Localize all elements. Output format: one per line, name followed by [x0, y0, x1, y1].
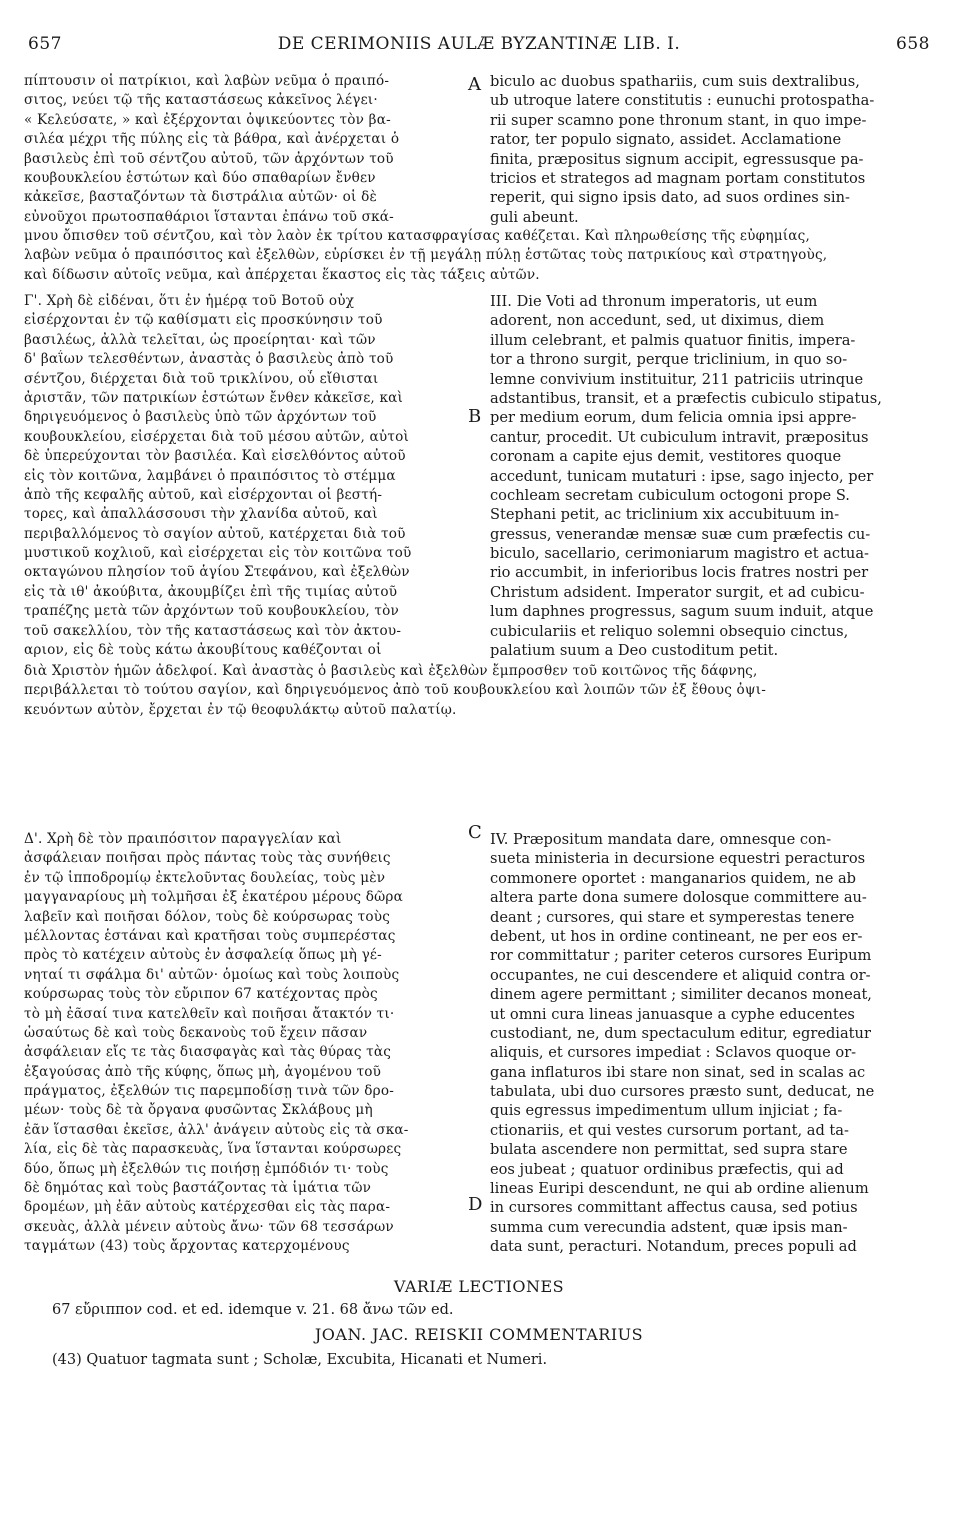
- text-line: μυστικοῦ κοχλιοῦ, καὶ εἰσέρχεται εἰς τὸν κοιτῶνα τοῦ: [24, 545, 412, 562]
- text-line: custodiant, ne, dum spectaculum editur, egrediatur: [490, 1024, 871, 1042]
- text-line: βασιλεὺς ἐπὶ τοῦ σέντζου αὐτοῦ, τῶν ἀρχόντων τοῦ: [24, 150, 394, 167]
- text-line: ἀριστᾶν, τῶν πατρικίων ἑστώτων ἔνθεν κἀκεῖσε, καὶ: [24, 389, 404, 406]
- text-line: gressus, venerandæ mensæ suæ cum præfectis cu-: [490, 525, 871, 543]
- text-line: δύο, ὅπως μὴ ἐξελθών τις ποιήσῃ ἐμπόδιόν τι· τοὺς: [24, 1160, 389, 1177]
- text-line: commonere oportet : manganarios quidem, ne ab: [490, 869, 857, 887]
- text-line: dinem agere permittant ; similiter decanos moneat,: [490, 986, 872, 1004]
- text-line: λία, εἰς δὲ τὰς παρασκευὰς, ἵνα ἵστανται κούρσωρες: [24, 1141, 402, 1158]
- text-line: λαβὼν νεῦμα ὁ πραιπόσιτος καὶ ἐξελθὼν, εὑρίσκει ἐν τῇ μεγάλῃ πύλῃ ἑστῶτας τοὺς πατρικίους καὶ στρατηγοὺς,: [24, 247, 828, 264]
- text-line: καὶ δίδωσιν αὐτοῖς νεῦμα, καὶ ἀπέρχεται ἕκαστος εἰς τὰς τάξεις αὐτῶν.: [24, 266, 540, 283]
- text-line: δ' βαΐων τελεσθέντων, ἀναστὰς ὁ βασιλεὺς ἀπὸ τοῦ: [24, 351, 394, 368]
- text-line: biculo, sacellario, cerimoniarum magistro et actua-: [490, 545, 869, 563]
- commentary-notes: [52, 1350, 932, 1371]
- text-line: σκευὰς, ἀλλὰ μένειν αὐτοὺς ἄνω· τῶν 68 τεσσάρων: [24, 1218, 394, 1235]
- text-line: ctionariis, et qui vestes cursorum portant, ad ta-: [490, 1121, 849, 1139]
- text-line: κἀκεῖσε, βασταζόντων τὰ διστράλια αὐτῶν· οἱ δὲ: [24, 189, 377, 206]
- text-line: τὸ μὴ ἐᾶσαί τινα κατελθεῖν καὶ ποιῆσαι ἄτακτόν τι·: [24, 1005, 395, 1022]
- text-line: per medium eorum, dum felicia omnia ipsi appre-: [490, 409, 857, 427]
- text-line: σέντζου, διέρχεται διὰ τοῦ τρικλίνου, οὗ εἴθισται: [24, 370, 379, 387]
- text-line: tor a throno surgit, perque triclinium, in quo so-: [490, 351, 848, 369]
- running-header: [28, 34, 930, 60]
- variae-lectiones-heading: VARIÆ LECTIONES: [393, 1277, 565, 1296]
- text-line: τορες, καὶ ἀπαλλάσσουσι τὴν χλανίδα αὐτοῦ, καὶ: [24, 506, 378, 523]
- text-line: σιλέα μέχρι τῆς πύλης εἰς τὰ βάθρα, καὶ ἀνέρχεται ὁ: [24, 131, 400, 148]
- text-line: reperit, qui signo ipsis dato, ad suos ordines sin-: [490, 189, 850, 207]
- text-line: rator, ter populo signato, assidet. Acclamatione: [490, 131, 842, 149]
- text-line: ut omni cura lineas januasque a cyphe educentes: [490, 1005, 855, 1023]
- text-line: Christum adsident. Imperator surgit, et ad cubicu-: [490, 583, 865, 601]
- text-line: πράγματος, ἐξελθών τις παρεμποδίσῃ τινὰ τῶν δρο-: [24, 1083, 395, 1100]
- text-line: lineas Euripi descendunt, ne qui ab ordine alienum: [490, 1180, 869, 1198]
- text-line: βασιλέως, ἀλλὰ τελεῖται, ὡς προείρηται· καὶ τῶν: [24, 331, 376, 348]
- text-line: κουβουκλείου, εἰσέρχεται διὰ τοῦ μέσου αὐτῶν, αὐτοὶ: [24, 428, 410, 445]
- text-line: III. Die Voti ad thronum imperatoris, ut eum: [490, 293, 818, 310]
- text-line: ἐν τῷ ἱπποδρομίῳ ἐκτελοῦντας δουλείας, τοὺς μὲν: [24, 869, 386, 886]
- text-line: Γ'. Χρὴ δὲ εἰδέναι, ὅτι ἐν ἡμέρᾳ τοῦ Βοτοῦ οὐχ: [24, 293, 355, 309]
- text-line: εὐνοῦχοι πρωτοσπαθάριοι ἵστανται ἐπάνω τοῦ σκά-: [24, 208, 394, 225]
- text-line: ὡσαύτως δὲ καὶ τοὺς δεκανοὺς τοῦ ἔχειν πᾶσαν: [24, 1024, 368, 1041]
- margin-marker-d: D: [468, 1194, 483, 1215]
- text-line: μαγγαναρίους μὴ τολμῆσαι ἐξ ἑκατέρου μέρους δῶρα: [24, 889, 403, 906]
- text-line: πρὸς τὸ κατέχειν αὐτοὺς ἐν ἀσφαλείᾳ ὅπως μὴ γέ-: [24, 947, 382, 964]
- text-line: δὲ δημότας καὶ τοὺς βαστάζοντας τὰ ἱμάτια τῶν: [24, 1180, 372, 1197]
- text-line: ub utroque latere constitutis : eunuchi protospatha-: [490, 92, 875, 110]
- text-line: quis egressus impedimentum ullum injiciat ; fa-: [490, 1102, 843, 1120]
- text-line: κευόντων αὐτὸν, ἔρχεται ἐν τῷ θεοφυλάκτῳ αὐτοῦ παλατίῳ.: [24, 701, 457, 718]
- text-line: finita, præpositus signum accipit, egressusque pa-: [490, 150, 864, 168]
- text-line: data sunt, peracturi. Notandum, preces populi ad: [490, 1238, 857, 1256]
- text-line: palatium suum a Deo custoditum petit.: [490, 642, 779, 660]
- text-line: ror committatur ; pariter ceteros cursores Euripum: [490, 947, 872, 965]
- text-line: Δ'. Χρὴ δὲ τὸν πραιπόσιτον παραγγελίαν καὶ: [24, 831, 342, 847]
- text-line: coronam a capite ejus demit, vestitores quoque: [490, 448, 842, 466]
- text-line: altera parte dona sumere dolosque committere au-: [490, 889, 867, 907]
- variae-lectiones-notes: [52, 1300, 932, 1321]
- text-line: occupantes, ne cui descendere et aliquid contra or-: [490, 966, 871, 984]
- text-line: 67 εὔριππον cod. et ed. idemque v. 21. 68 ἄνω τῶν ed.: [52, 1302, 454, 1318]
- margin-marker-a: A: [468, 74, 481, 95]
- text-line: οκταγώνου πλησίον τοῦ ἁγίου Στεφάνου, καὶ ἐξελθὼν: [24, 564, 410, 581]
- running-title: DE CERIMONIIS AULÆ BYZANTINÆ LIB. I.: [277, 34, 681, 54]
- text-line: rio accumbit, in inferioribus locis fratres nostri per: [490, 564, 869, 582]
- greek-full-width-1: [24, 227, 934, 285]
- latin-column-section-1: [490, 72, 926, 227]
- text-line: tabulata, ubi duo cursores præsto sunt, deducat, ne: [490, 1083, 875, 1101]
- text-line: τραπέζης μετὰ τῶν ἀρχόντων τοῦ κουβουκλείου, τὸν: [24, 603, 399, 620]
- text-line: ταγμάτων (43) τοὺς ἄρχοντας κατερχομένους: [24, 1238, 350, 1255]
- margin-marker-c: C: [468, 822, 482, 843]
- text-line: lum daphnes progressus, sagum suum induit, atque: [490, 603, 874, 621]
- text-line: accedunt, tunicam mutaturi : ipse, sago injecto, per: [490, 467, 874, 485]
- text-line: ἐξαγούσας ἀπὸ τῆς κύφης, ὅπως μὴ, ἀγομένου τοῦ: [24, 1063, 382, 1080]
- page-number-left: 657: [28, 34, 62, 54]
- greek-column-section-2: [24, 292, 462, 660]
- text-line: κούρσωρας τοὺς τὸν εὔριπον 67 κατέχοντας πρὸς: [24, 986, 378, 1003]
- greek-full-width-2: [24, 662, 934, 720]
- text-line: ἀσφάλειαν ποιῆσαι πρὸς πάντας τοὺς τὰς συνήθεις: [24, 850, 391, 867]
- text-line: guli abeunt.: [490, 208, 579, 226]
- text-line: bulata ascendere non permittat, sed supra stare: [490, 1141, 848, 1159]
- text-line: νηταί τι σφάλμα δι' αὐτῶν· ὁμοίως καὶ τοὺς λοιποὺς: [24, 966, 400, 983]
- text-line: gana inflaturos ibi stare non sinat, sed in scalas ac: [490, 1063, 866, 1081]
- latin-column-section-2: [490, 292, 926, 660]
- text-line: eos jubeat ; quatuor ordinibus præfectis, qui ad: [490, 1160, 844, 1178]
- text-line: illum celebrant, et palmis quatuor finitis, impera-: [490, 331, 856, 349]
- text-line: (43) Quatuor tagmata sunt ; Scholæ, Excubita, Hicanati et Numeri.: [52, 1352, 548, 1368]
- text-line: ἀσφάλειαν εἴς τε τὰς διασφαγὰς καὶ τὰς θύρας τὰς: [24, 1044, 392, 1061]
- text-line: cantur, procedit. Ut cubiculum intravit, præpositus: [490, 428, 869, 446]
- text-line: πίπτουσιν οἱ πατρίκιοι, καὶ λαβὼν νεῦμα ὁ πραιπό-: [24, 73, 390, 89]
- text-line: εἰς τὰ ιθ' ἀκούβιτα, ἀκουμβίζει ἐπὶ τῆς τιμίας αὐτοῦ: [24, 583, 398, 600]
- text-line: μέλλοντας ἑστάναι καὶ κρατῆσαι τοὺς συμπερέστας: [24, 927, 396, 944]
- text-line: τοῦ σακελλίου, τὸν τῆς καταστάσεως καὶ τὸν ἀκτου-: [24, 622, 402, 639]
- margin-marker-b: B: [468, 406, 482, 427]
- text-line: κουβουκλείου ἑστώτων καὶ δύο σπαθαρίων ἔνθεν: [24, 169, 376, 186]
- text-line: δηριγευόμενος ὁ βασιλεὺς ὑπὸ τῶν ἀρχόντων τοῦ: [24, 409, 377, 426]
- text-line: biculo ac duobus spathariis, cum suis dextralibus,: [490, 73, 860, 90]
- text-line: aliquis, et cursores impediat : Sclavos quoque or-: [490, 1044, 857, 1062]
- text-line: adstantibus, transit, et a præfectis cubiculo stipatus,: [490, 389, 882, 407]
- text-line: IV. Præpositum mandata dare, omnesque con-: [490, 831, 832, 848]
- text-line: ἐᾶν ἵστασθαι ἐκεῖσε, ἀλλ' ἀνάγειν αὐτοὺς εἰς τὰ σκα-: [24, 1121, 409, 1138]
- text-line: εἰσέρχονται ἐν τῷ καθίσματι εἰς προσκύνησιν τοῦ: [24, 312, 383, 329]
- text-line: δρομέων, μὴ ἐᾶν αὐτοὺς κατέρχεσθαι εἰς τὰς παρα-: [24, 1199, 391, 1216]
- text-line: summa cum verecundia adstent, quæ ipsis man-: [490, 1218, 848, 1236]
- text-line: lemne convivium instituitur, 211 patriciis utrinque: [490, 370, 864, 388]
- page-number-right: 658: [896, 34, 930, 54]
- text-line: Stephani petit, ac triclinium xix accubituum in-: [490, 506, 840, 524]
- latin-column-section-3: [490, 830, 926, 1257]
- text-line: tricios et strategos ad magnam portam constitutos: [490, 169, 866, 187]
- text-line: εἰς τὸν κοιτῶνα, λαμβάνει ὁ πραιπόσιτος τὸ στέμμα: [24, 467, 396, 484]
- greek-column-section-1: [24, 72, 462, 227]
- text-line: μέων· τοὺς δὲ τὰ ὄργανα φυσῶντας Σκλάβους μὴ: [24, 1102, 373, 1119]
- text-line: λαβεῖν καὶ ποιῆσαι δόλον, τοὺς δὲ κούρσωρας τοὺς: [24, 908, 391, 925]
- text-line: αριον, εἰς δὲ τοὺς κάτω ἀκουβίτους καθέζονται οἱ: [24, 642, 382, 659]
- text-line: σιτος, νεύει τῷ τῆς καταστάσεως κἀκεῖνος λέγει·: [24, 92, 378, 109]
- text-line: ἀπὸ τῆς κεφαλῆς αὐτοῦ, καὶ εἰσέρχονται οἱ βεστή-: [24, 486, 383, 503]
- greek-column-section-3: [24, 830, 462, 1257]
- text-line: περιβάλλεται τὸ τούτου σαγίον, καὶ δηριγευόμενος ἀπὸ τοῦ κουβουκλείου καὶ λοιπῶν τῶν ἐξ ἔθους ὀψι-: [24, 682, 767, 699]
- text-line: περιβαλλόμενος τὸ σαγίον αὐτοῦ, κατέρχεται διὰ τοῦ: [24, 525, 406, 542]
- text-line: rii super scamno pone thronum stant, in quo impe-: [490, 111, 867, 129]
- text-line: deant ; cursores, qui stare et symperestas tenere: [490, 908, 855, 926]
- commentary-heading: JOAN. JAC. REISKII COMMENTARIUS: [314, 1325, 644, 1344]
- text-line: δὲ ὑπερεύχονται τὸν βασιλέα. Καὶ εἰσελθόντος αὐτοῦ: [24, 448, 406, 465]
- text-line: sueta ministeria in decursione equestri peracturos: [490, 850, 866, 868]
- text-line: διὰ Χριστὸν ἡμῶν ἀδελφοί. Καὶ ἀναστὰς ὁ βασιλεὺς καὶ ἐξελθὼν ἔμπροσθεν τοῦ κοιτῶνος τῆς δάφνης,: [24, 663, 758, 679]
- text-line: cubiculariis et reliquo solemni obsequio cinctus,: [490, 622, 849, 640]
- text-line: debent, ut hos in ordine contineant, ne per eos er-: [490, 927, 863, 945]
- text-line: μνου ὄπισθεν τοῦ σέντζου, καὶ τὸν λαὸν ἐκ τρίτου κατασφραγίσας καθέζεται. Καὶ πληρωθείσης τῆς εὐφημίας,: [24, 228, 810, 244]
- text-line: « Κελεύσατε, » καὶ ἐξέρχονται ὀψικεύοντες τὸν βα-: [24, 111, 391, 128]
- text-line: in cursores committant affectus causa, sed potius: [490, 1199, 858, 1217]
- text-line: cochleam secretam cubiculum octogoni prope S.: [490, 486, 850, 504]
- text-line: adorent, non accedunt, sed, ut diximus, diem: [490, 312, 825, 330]
